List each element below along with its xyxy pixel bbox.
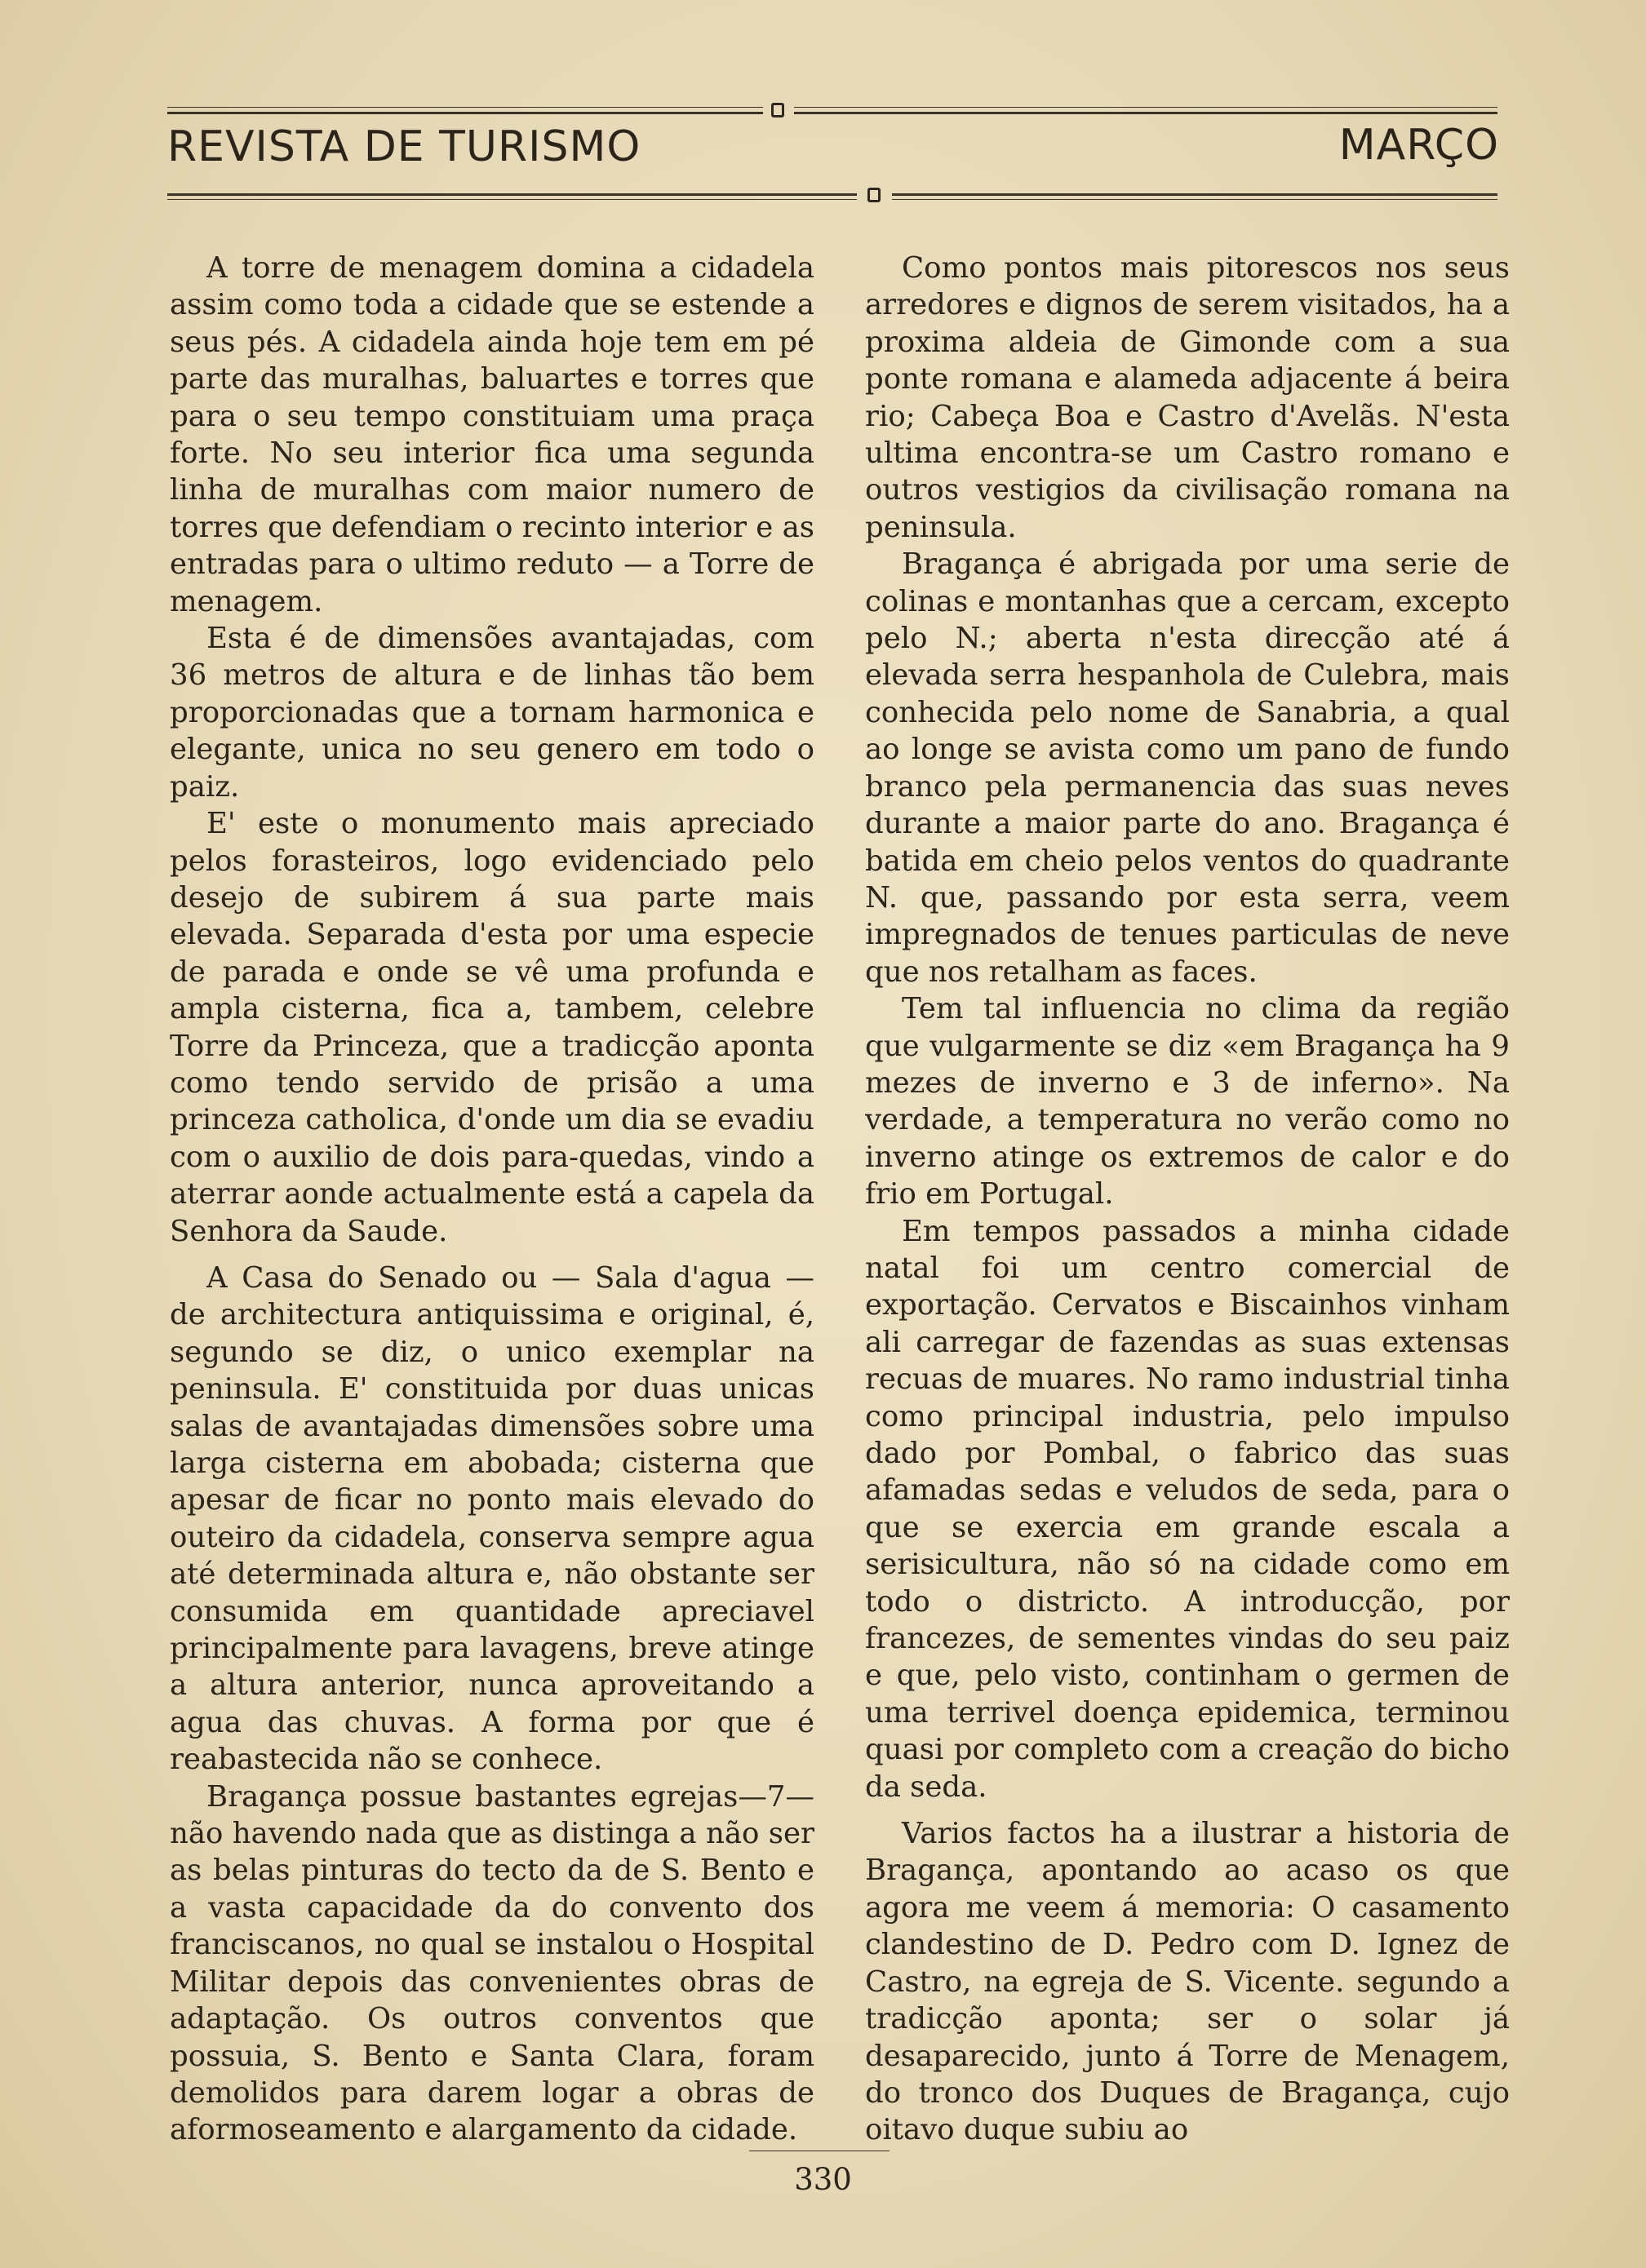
magazine-title: REVISTA DE TURISMO [167, 122, 641, 171]
paragraph: Em tempos passados a minha cidade natal foi um centro comercial de exportação. Cervatos e Biscainhos vinham ali carregar de fazendas as suas extensas recuas de muares. No ramo industrial tinha como principal industria, pelo impulso dado por Pombal, o fabrico das suas afamadas sedas e veludos de seda, para o que se exercia em grande escala a serisicultura, não só na cidade como em todo o districto. A introducção, por francezes, de sementes vindas do seu paiz e que, pelo visto, continham o germen de uma terrivel doença epidemica, terminou quasi por completo com a creação do bicho da seda. [865, 1214, 1510, 1804]
paragraph: A torre de menagem domina a cidadela assim como toda a cidade que se estende a seus pés. A cidadela ainda hoje tem em pé parte das muralhas, baluartes e torres que para o seu tempo constituiam uma praça forte. No seu interior fica uma segunda linha de muralhas com maior numero de torres que defendiam o recinto interior e as entradas para o ultimo reduto — a Torre de menagem. [170, 251, 814, 618]
header-ornament-bottom [867, 188, 881, 202]
issue-month: MARÇO [1338, 121, 1499, 170]
header-rule-top-right-thin [794, 107, 1497, 108]
header-ornament-top [771, 103, 784, 117]
header-rule-bottom-left [167, 193, 857, 196]
paragraph: Varios factos ha a ilustrar a historia de Bragança, apontando ao acaso os que agora me veem á memoria: O casamento clandestino de D. Pedro com D. Ignez de Castro, na egreja de S. Vicente. segundo a tradicção aponta; ser o solar já desaparecido, junto á Torre de Menagem, do tronco dos Duques de Bragança, cujo oitavo duque subiu ao [865, 1817, 1510, 2147]
header-rule-top-left [167, 112, 763, 114]
paragraph: Como pontos mais pitorescos nos seus arredores e dignos de serem visitados, ha a proxima aldeia de Gimonde com a sua ponte romana e alameda adjacente á beira rio; Cabeça Boa e Castro d'Avelãs. N'esta ultima encontra-se um Castro romano e outros vestigios da civilisação romana na peninsula. [865, 251, 1510, 544]
header-rule-top-right [794, 112, 1497, 114]
page-number: 330 [794, 2162, 852, 2197]
header-rule-bottom-right [892, 193, 1497, 196]
header-rule-top-left-thin [167, 107, 763, 108]
header-rule-bottom-right-thin [892, 199, 1497, 200]
article-column-right [865, 250, 1510, 2149]
paragraph: Bragança possue bastantes egrejas—7— não havendo nada que as distinga a não ser as belas pinturas do tecto da de S. Bento e a vasta capacidade da do convento dos franciscanos, no qual se instalou o Hospital Militar depois das convenientes obras de adaptação. Os outros conventos que possuia, S. Bento e Santa Clara, foram demolidos para darem logar a obras de aformoseamento e alargamento da cidade. [170, 1779, 814, 2147]
article-column-left [170, 250, 814, 2149]
paragraph: A Casa do Senado ou — Sala d'agua — de architectura antiquissima e original, é, segundo se diz, o unico exemplar na peninsula. E' constituida por duas unicas salas de avantajadas dimensões sobre uma larga cisterna em abobada; cisterna que apesar de ficar no ponto mais elevado do outeiro da cidadela, conserva sempre agua até determinada altura e, não obstante ser consumida em quantidade apreciavel principalmente para lavagens, breve atinge a altura anterior, nunca aproveitando a agua das chuvas. A forma por que é reabastecida não se conhece. [170, 1260, 814, 1777]
paragraph: Esta é de dimensões avantajadas, com 36 metros de altura e de linhas tão bem proporcionadas que a tornam harmonica e elegante, unica no seu genero em todo o paiz. [170, 622, 814, 804]
paragraph: Bragança é abrigada por uma serie de colinas e montanhas que a cercam, excepto pelo N.; aberta n'esta direcção até á elevada serra hespanhola de Culebra, mais conhecida pelo nome de Sanabria, a qual ao longe se avista como um pano de fundo branco pela permanencia das suas neves durante a maior parte do ano. Bragança é batida em cheio pelos ventos do quadrante N. que, passando por esta serra, veem impregnados de tenues particulas de neve que nos retalham as faces. [865, 547, 1510, 989]
paragraph: E' este o monumento mais apreciado pelos forasteiros, logo evidenciado pelo desejo de subirem á sua parte mais elevada. Separada d'esta por uma especie de parada e onde se vê uma profunda e ampla cisterna, fica a, tambem, celebre Torre da Princeza, que a tradicção aponta como tendo servido de prisão a uma princeza catholica, d'onde um dia se evadiu com o auxilio de dois para-quedas, vindo a aterrar aonde actualmente está a capela da Senhora da Saude. [170, 807, 814, 1248]
header-rule-bottom-left-thin [167, 199, 857, 200]
paragraph: Tem tal influencia no clima da região que vulgarmente se diz «em Bragança ha 9 mezes de inverno e 3 de inferno». Na verdade, a temperatura no verão como no inverno atinge os extremos de calor e do frio em Portugal. [865, 992, 1510, 1212]
